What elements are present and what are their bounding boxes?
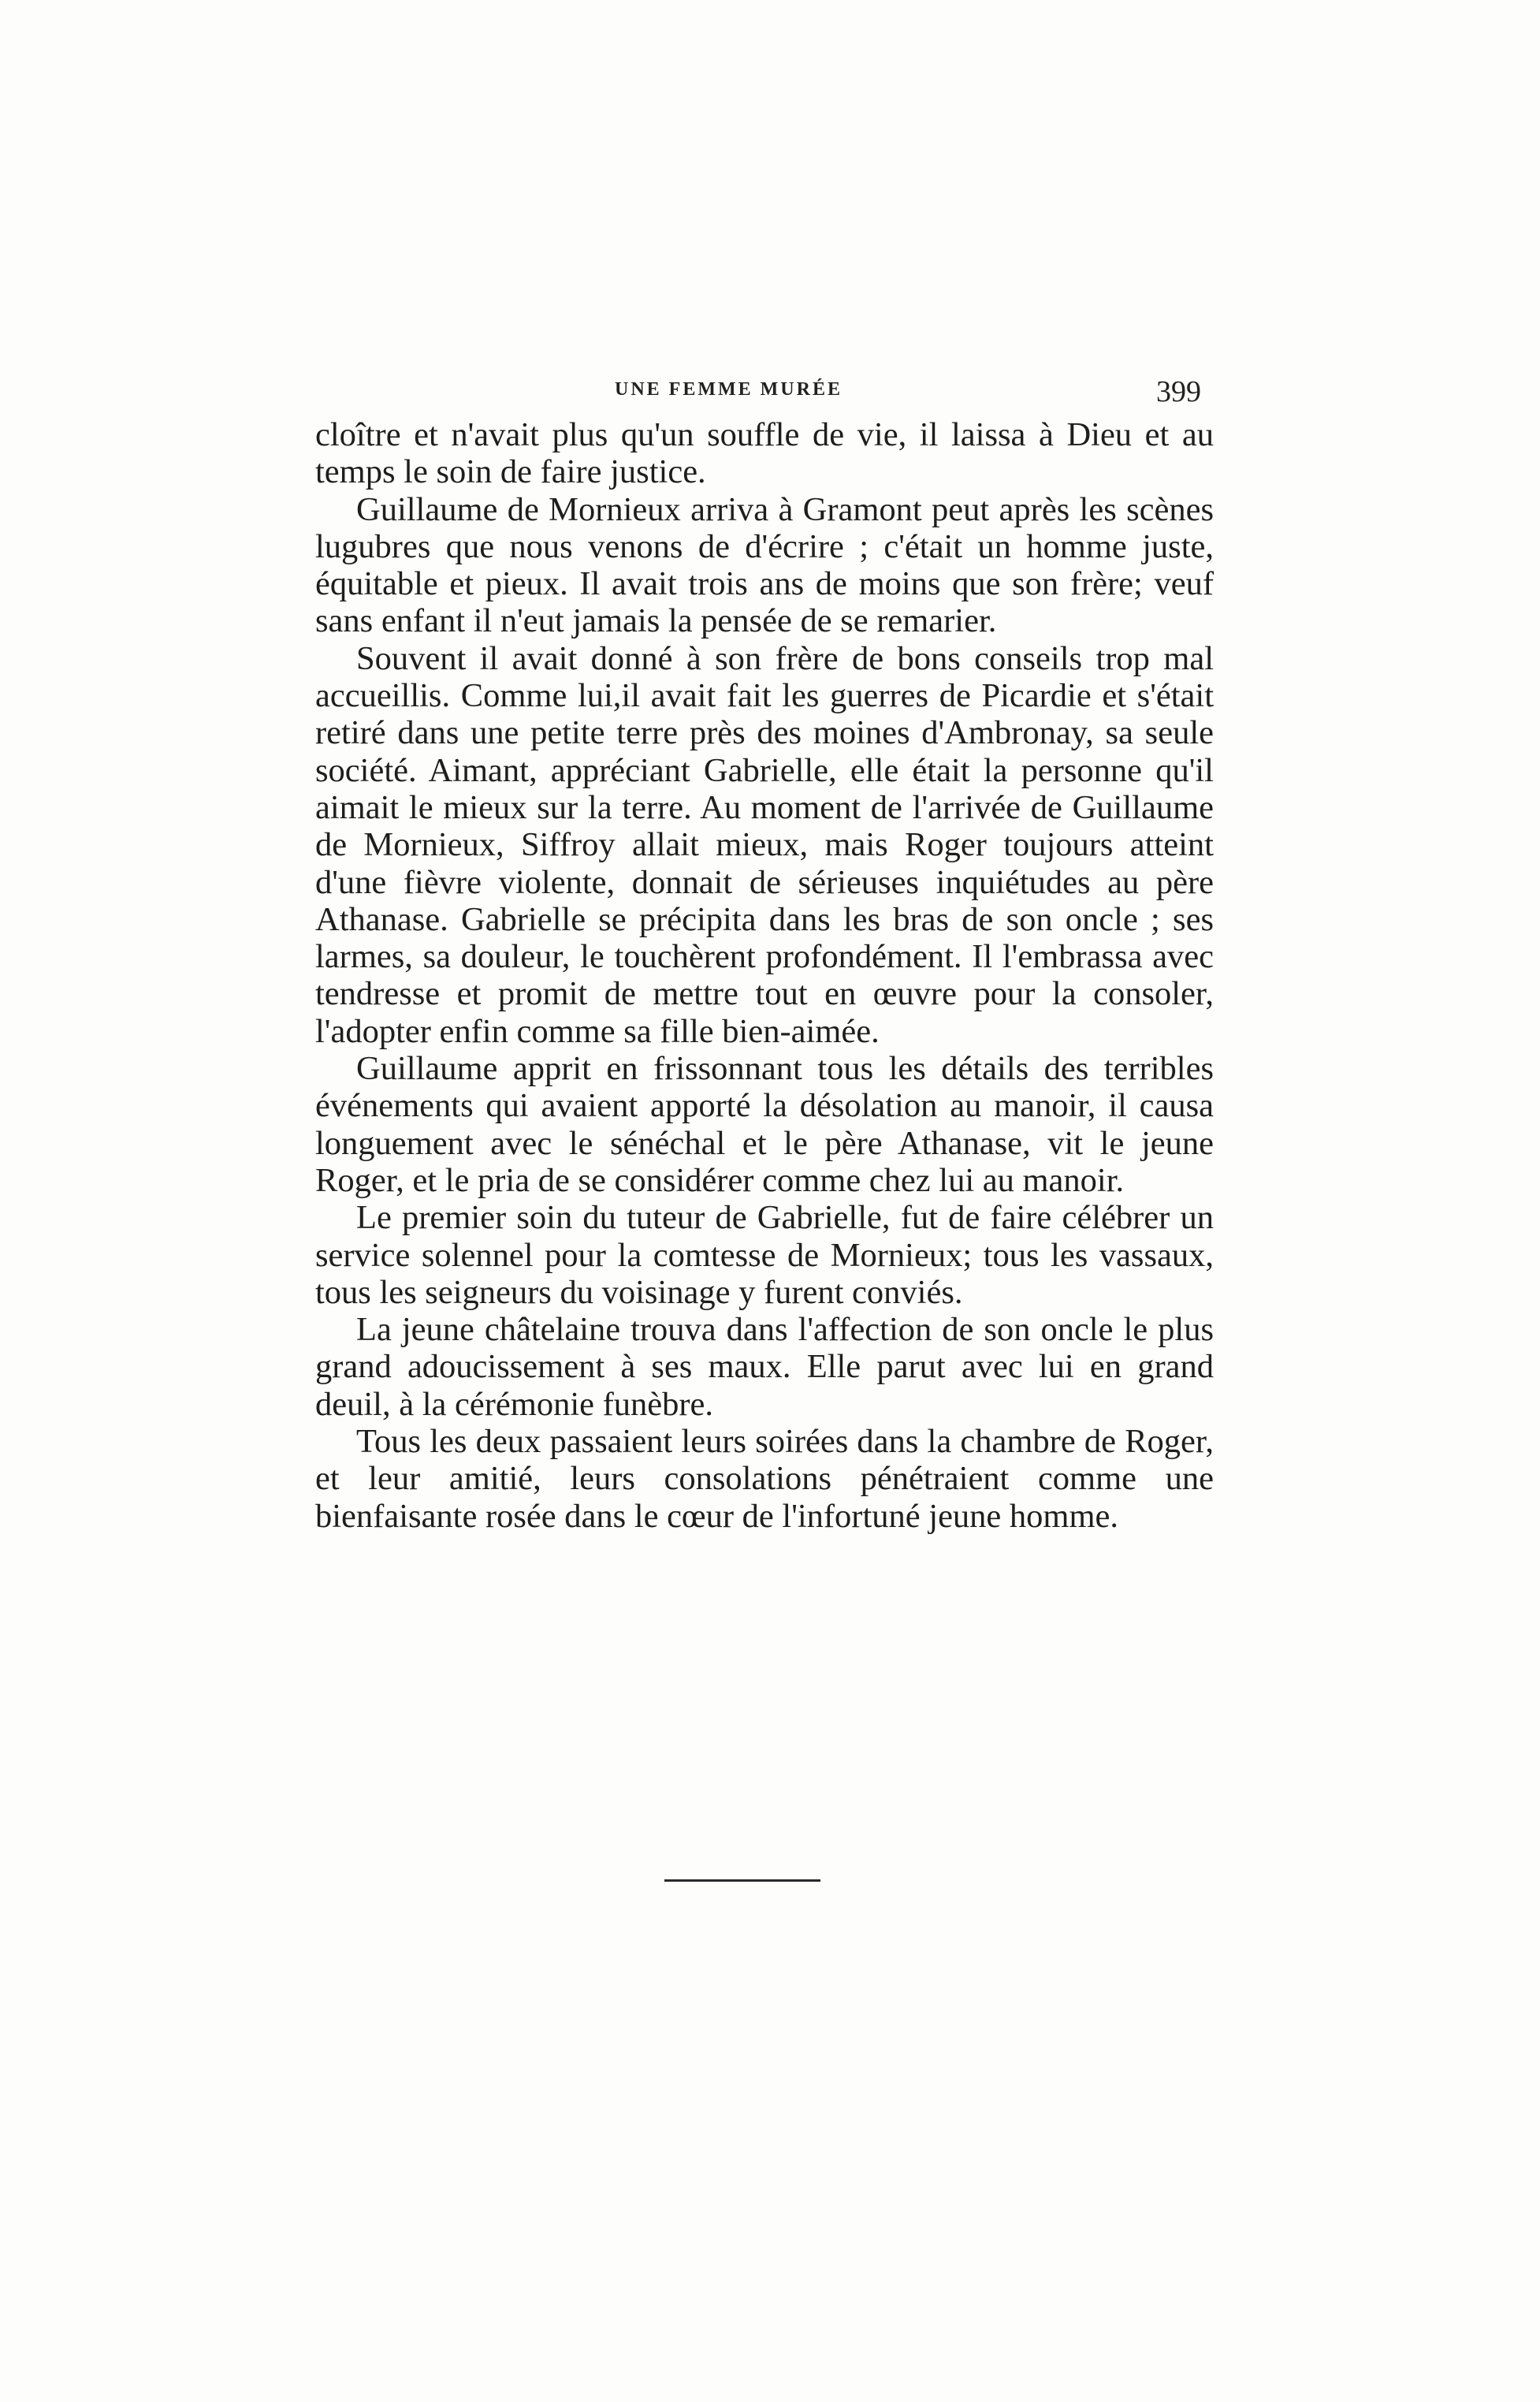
chapter-end-rule: [664, 1879, 820, 1882]
running-header: [315, 374, 1214, 422]
paragraph-3: Souvent il avait donné à son frère de bons conseils trop mal accueillis. Comme lui,il avait fait les guerres de Picardie et s'était retiré dans une petite terre près des moines d'Ambronay, sa seule société. Aimant, appréciant Gabrielle, elle était la personne qu'il aimait le mieux sur la terre. Au moment de l'arrivée de Guillaume de Mornieux, Siffroy allait mieux, mais Roger toujours atteint d'une fièvre violente, donnait de sérieuses inquiétudes au père Athanase. Gabrielle se précipita dans les bras de son oncle ; ses larmes, sa douleur, le touchèrent profondément. Il l'embrassa avec tendresse et promit de mettre tout en œuvre pour la consoler, l'adopter enfin comme sa fille bien-aimée.: [315, 639, 1214, 1050]
paragraph-6: La jeune châtelaine trouva dans l'affection de son oncle le plus grand adoucissement à ses maux. Elle parut avec lui en grand deuil, à la cérémonie funèbre.: [315, 1311, 1214, 1423]
paragraph-4: Guillaume apprit en frissonnant tous les détails des terribles événements qui avaient apporté la désolation au manoir, il causa longuement avec le sénéchal et le père Athanase, vit le jeune Roger, et le pria de se considérer comme chez lui au manoir.: [315, 1050, 1214, 1199]
body-text: [315, 416, 1214, 1535]
paragraph-2: Guillaume de Mornieux arriva à Gramont peut après les scènes lugubres que nous venons de d'écrire ; c'était un homme juste, équitable et pieux. Il avait trois ans de moins que son frère; veuf sans enfant il n'eut jamais la pensée de se remarier.: [315, 490, 1214, 640]
running-title: UNE FEMME MURÉE: [615, 379, 843, 400]
paragraph-7: Tous les deux passaient leurs soirées dans la chambre de Roger, et leur amitié, leurs consolations pénétraient comme une bienfaisante rosée dans le cœur de l'infortuné jeune homme.: [315, 1423, 1214, 1535]
paragraph-1: cloître et n'avait plus qu'un souffle de vie, il laissa à Dieu et au temps le soin de faire justice.: [315, 416, 1214, 491]
paragraph-5: Le premier soin du tuteur de Gabrielle, fut de faire célébrer un service solennel pour la comtesse de Mornieux; tous les vassaux, tous les seigneurs du voisinage y furent conviés.: [315, 1199, 1214, 1311]
page-number: 399: [1156, 375, 1201, 408]
